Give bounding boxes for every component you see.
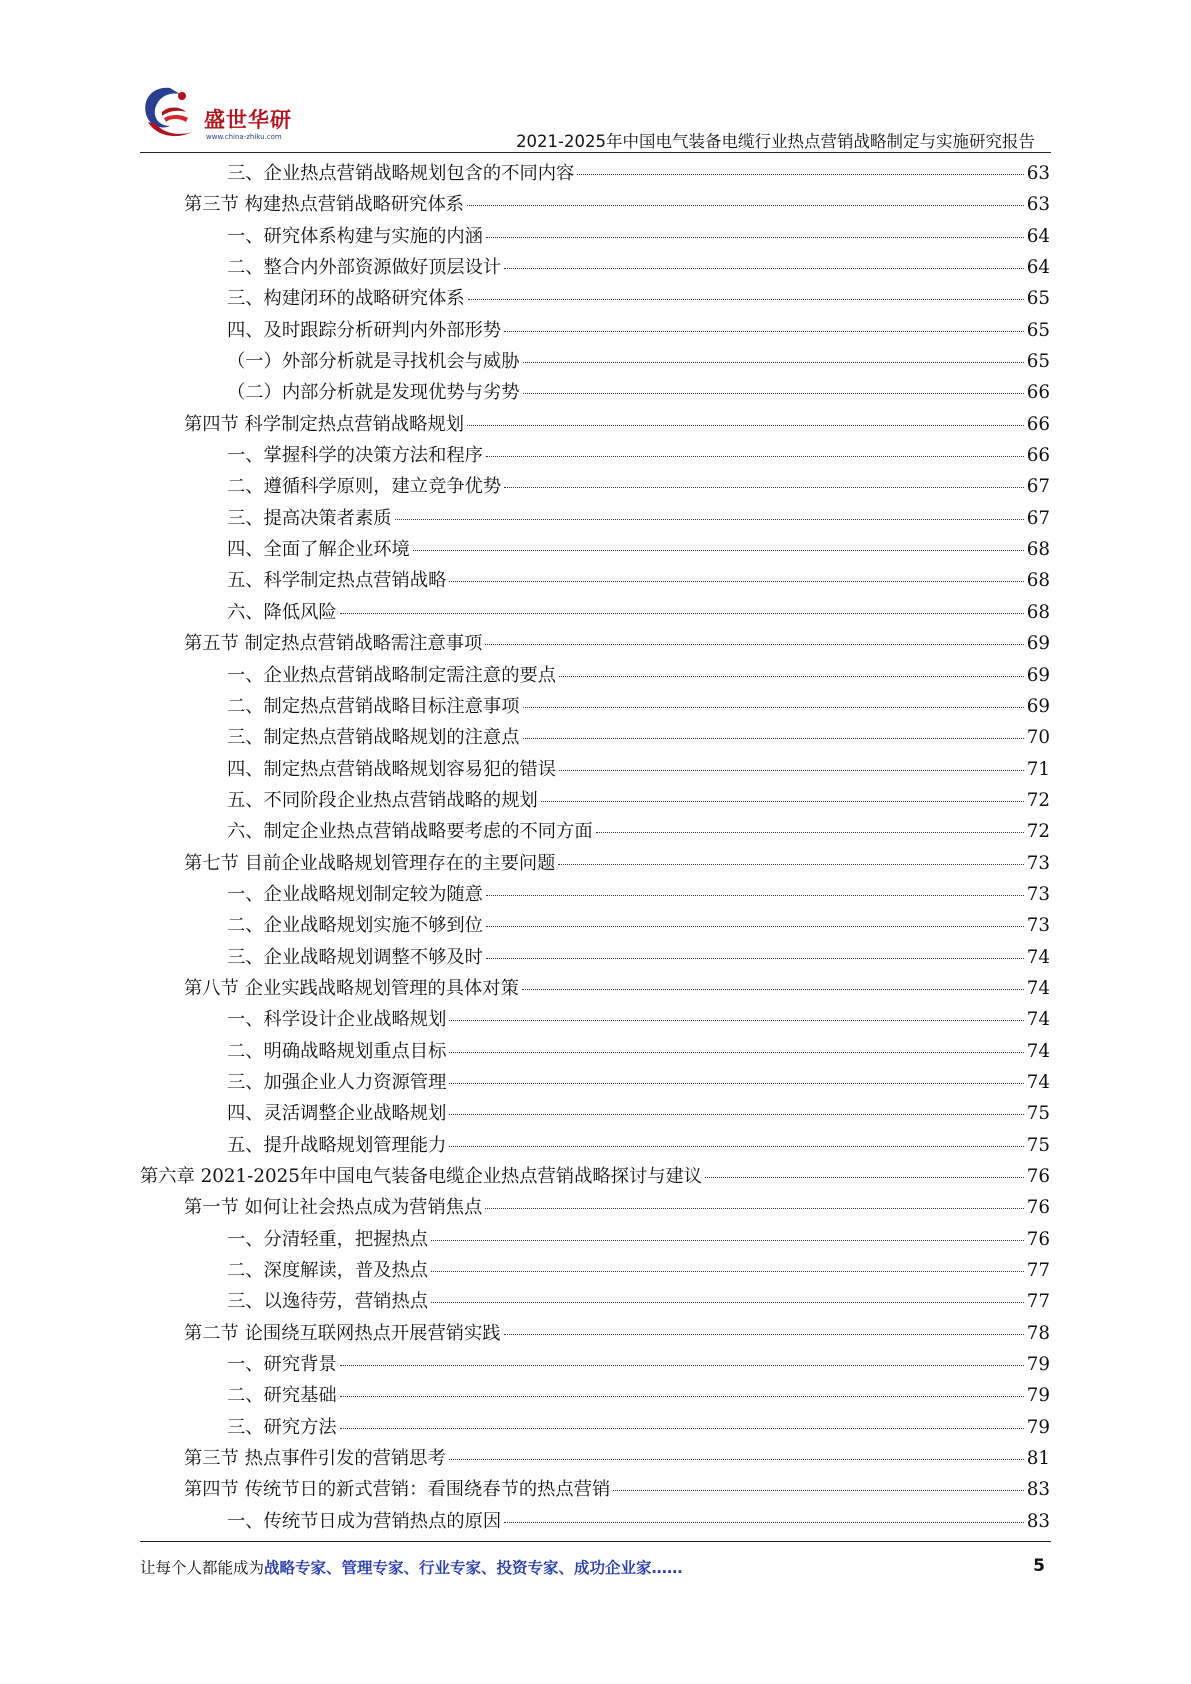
toc-dot-leader [340,1428,1024,1429]
toc-entry-page: 81 [1026,1448,1050,1470]
toc-entry-page: 66 [1026,445,1050,467]
toc-dot-leader [504,1522,1024,1523]
toc-entry-page: 76 [1026,1166,1050,1187]
toc-entry[interactable] [140,1067,1050,1098]
toc-dot-leader [449,1020,1023,1021]
toc-entry-page: 72 [1026,789,1050,811]
toc-dot-leader [486,958,1024,959]
toc-entry-title: 一、企业热点营销战略制定需注意的要点 [227,664,557,686]
toc-dot-leader [504,268,1024,269]
toc-entry-page: 73 [1026,852,1050,874]
toc-dot-leader [504,331,1024,332]
toc-entry[interactable] [140,189,1050,220]
toc-entry[interactable] [140,503,1050,534]
toc-entry-page: 70 [1026,727,1050,749]
toc-entry-page: 64 [1026,225,1050,247]
toc-dot-leader [596,832,1024,833]
toc-dot-leader [467,425,1024,426]
toc-entry[interactable] [140,346,1050,377]
toc-entry-page: 64 [1026,257,1050,279]
toc-entry-page: 77 [1026,1260,1050,1282]
toc-entry-title: 一、传统节日成为营销热点的原因 [227,1510,502,1532]
toc-dot-leader [395,519,1024,520]
toc-entry[interactable] [140,377,1050,408]
toc-entry-page: 76 [1026,1228,1050,1250]
toc-entry[interactable] [140,440,1050,471]
page-footer [140,1556,1051,1586]
toc-entry-title: 一、掌握科学的决策方法和程序 [227,445,483,467]
toc-entry[interactable] [140,1412,1050,1443]
toc-entry-page: 75 [1026,1134,1050,1156]
header-divider [140,152,1051,153]
toc-entry-title: （二）内部分析就是发现优势与劣势 [227,382,520,404]
toc-entry[interactable] [140,1286,1050,1317]
toc-entry-page: 73 [1026,883,1050,905]
toc-entry-title: 四、制定热点营销战略规划容易犯的错误 [227,758,557,780]
toc-entry-page: 74 [1026,977,1050,999]
toc-entry[interactable] [140,1474,1050,1505]
toc-entry-title: 三、以逸待劳，营销热点 [227,1291,429,1313]
toc-dot-leader [468,299,1024,300]
toc-entry[interactable] [140,1255,1050,1286]
toc-dot-leader [486,895,1024,896]
toc-entry-title: 一、研究背景 [227,1354,337,1376]
toc-entry[interactable] [140,660,1050,691]
toc-dot-leader [486,237,1024,238]
toc-entry[interactable] [140,1161,1050,1192]
toc-entry-title: 第七节 目前企业战略规划管理存在的主要问题 [184,852,556,874]
toc-entry[interactable] [140,722,1050,753]
toc-entry[interactable] [140,1004,1050,1035]
toc-entry[interactable] [140,315,1050,346]
toc-entry[interactable] [140,1443,1050,1474]
toc-entry-title: 二、研究基础 [227,1385,337,1407]
toc-entry[interactable] [140,848,1050,879]
toc-entry-page: 68 [1026,601,1050,623]
toc-entry-title: 第八节 企业实践战略规划管理的具体对策 [184,977,519,999]
toc-dot-leader [523,362,1024,363]
toc-entry-page: 65 [1026,319,1050,341]
toc-entry-title: 第五节 制定热点营销战略需注意事项 [184,633,483,655]
footer-slogan-prefix: 让每个人都能成为 [140,1559,265,1577]
toc-entry-title: 三、企业热点营销战略规划包含的不同内容 [227,163,575,184]
toc-entry[interactable] [140,1192,1050,1223]
toc-entry-title: 三、提高决策者素质 [227,507,392,529]
toc-dot-leader [449,581,1023,582]
toc-dot-leader [504,1334,1024,1335]
toc-entry-page: 66 [1026,413,1050,435]
toc-entry[interactable] [140,565,1050,596]
toc-dot-leader [467,205,1024,206]
toc-entry-page: 66 [1026,382,1050,404]
toc-entry[interactable] [140,221,1050,252]
toc-entry-page: 71 [1026,758,1050,780]
toc-dot-leader [522,989,1024,990]
toc-entry-title: 二、深度解读，普及热点 [227,1260,429,1282]
toc-entry[interactable] [140,942,1050,973]
toc-entry-page: 75 [1026,1103,1050,1125]
toc-entry-title: 六、降低风险 [227,601,337,623]
toc-entry-title: 三、企业战略规划调整不够及时 [227,946,483,968]
toc-dot-leader [486,926,1024,927]
toc-entry[interactable] [140,628,1050,659]
toc-entry[interactable] [140,597,1050,628]
toc-entry-title: 五、提升战略规划管理能力 [227,1134,447,1156]
toc-entry-title: 二、明确战略规划重点目标 [227,1040,447,1062]
toc-entry-title: 第四节 传统节日的新式营销：看围绕春节的热点营销 [184,1479,611,1501]
toc-dot-leader [431,1240,1024,1241]
toc-dot-leader [613,1490,1023,1491]
toc-entry[interactable] [140,1224,1050,1255]
toc-dot-leader [705,1177,1024,1178]
toc-entry-page: 63 [1026,194,1050,216]
toc-entry-page: 67 [1026,507,1050,529]
toc-entry-page: 74 [1026,946,1050,968]
toc-entry-page: 69 [1026,633,1050,655]
toc-entry[interactable] [140,973,1050,1004]
toc-entry-title: 一、科学设计企业战略规划 [227,1009,447,1031]
toc-dot-leader [523,393,1024,394]
toc-entry-page: 83 [1026,1479,1050,1501]
toc-entry[interactable] [140,409,1050,440]
toc-entry-title: 二、企业战略规划实施不够到位 [227,915,483,937]
toc-entry-title: 三、构建闭环的战略研究体系 [227,288,465,310]
toc-entry-title: 二、遵循科学原则，建立竞争优势 [227,476,502,498]
toc-dot-leader [558,864,1023,865]
toc-dot-leader [559,770,1024,771]
toc-entry-title: 三、研究方法 [227,1416,337,1438]
toc-dot-leader [559,676,1024,677]
toc-dot-leader [449,1146,1023,1147]
toc-dot-leader [340,1365,1024,1366]
toc-entry-page: 67 [1026,476,1050,498]
toc-dot-leader [449,1052,1023,1053]
toc-entry-title: （一）外部分析就是寻找机会与威胁 [227,351,520,373]
toc-dot-leader [449,1083,1023,1084]
table-of-contents [140,158,1050,1537]
toc-entry-title: 第三节 构建热点营销战略研究体系 [184,194,465,216]
toc-entry[interactable] [140,879,1050,910]
toc-entry[interactable] [140,252,1050,283]
toc-entry-title: 六、制定企业热点营销战略要考虑的不同方面 [227,821,593,843]
toc-entry[interactable] [140,534,1050,565]
toc-entry[interactable] [140,1349,1050,1380]
toc-entry-title: 五、不同阶段企业热点营销战略的规划 [227,789,538,811]
logo-swoosh-icon [140,82,204,144]
toc-entry-title: 二、整合内外部资源做好顶层设计 [227,257,502,279]
toc-dot-leader [431,1302,1024,1303]
toc-entry[interactable] [140,471,1050,502]
toc-entry[interactable] [140,283,1050,314]
toc-entry-page: 79 [1026,1354,1050,1376]
toc-entry[interactable] [140,1130,1050,1161]
toc-entry-page: 63 [1026,163,1050,184]
page-number: 5 [1033,1556,1045,1576]
toc-entry-page: 68 [1026,539,1050,561]
toc-entry[interactable] [140,1098,1050,1129]
toc-dot-leader [340,1396,1024,1397]
toc-entry[interactable] [140,785,1050,816]
toc-entry-title: 第一节 如何让社会热点成为营销焦点 [184,1197,483,1219]
toc-entry-page: 79 [1026,1385,1050,1407]
toc-entry[interactable] [140,1036,1050,1067]
toc-entry-page: 79 [1026,1416,1050,1438]
toc-entry-page: 74 [1026,1040,1050,1062]
toc-entry-page: 73 [1026,915,1050,937]
toc-dot-leader [486,456,1024,457]
toc-entry-title: 一、分清轻重，把握热点 [227,1228,429,1250]
toc-entry-title: 第三节 热点事件引发的营销思考 [184,1448,446,1470]
toc-entry-title: 一、企业战略规划制定较为随意 [227,883,483,905]
toc-entry[interactable] [140,1380,1050,1411]
toc-entry[interactable] [140,816,1050,847]
company-logo [140,82,315,152]
footer-slogan-highlight: 战略专家、管理专家、行业专家、投资专家、成功企业家…… [264,1559,683,1577]
toc-entry-title: 一、研究体系构建与实施的内涵 [227,225,483,247]
toc-entry-title: 三、制定热点营销战略规划的注意点 [227,727,520,749]
footer-divider [140,1541,1051,1542]
toc-entry-page: 69 [1026,695,1050,717]
toc-entry-page: 65 [1026,288,1050,310]
toc-entry[interactable] [140,754,1050,785]
toc-entry-page: 76 [1026,1197,1050,1219]
toc-entry-page: 78 [1026,1322,1050,1344]
toc-entry-page: 77 [1026,1291,1050,1313]
toc-entry-page: 69 [1026,664,1050,686]
toc-entry-title: 二、制定热点营销战略目标注意事项 [227,695,520,717]
toc-entry[interactable] [140,910,1050,941]
toc-entry[interactable] [140,691,1050,722]
toc-entry-page: 74 [1026,1009,1050,1031]
toc-dot-leader [413,550,1024,551]
toc-entry-page: 72 [1026,821,1050,843]
logo-name: 盛世华研 [204,108,292,132]
toc-dot-leader [523,707,1024,708]
toc-dot-leader [541,801,1024,802]
toc-entry-page: 74 [1026,1071,1050,1093]
toc-dot-leader [577,174,1023,175]
toc-entry-title: 五、科学制定热点营销战略 [227,570,447,592]
toc-dot-leader [485,1208,1023,1209]
page-header [0,0,1191,155]
toc-entry-page: 65 [1026,351,1050,373]
toc-entry[interactable] [140,1318,1050,1349]
report-title: 2021-2025年中国电气装备电缆行业热点营销战略制定与实施研究报告 [516,132,1035,151]
logo-url: www.china-zhiku.com [206,133,282,141]
toc-entry-title: 四、及时跟踪分析研判内外部形势 [227,319,502,341]
toc-entry-title: 第六章 2021-2025年中国电气装备电缆企业热点营销战略探讨与建议 [140,1166,703,1187]
toc-dot-leader [449,1459,1024,1460]
toc-entry-title: 四、全面了解企业环境 [227,539,410,561]
toc-dot-leader [504,487,1024,488]
toc-entry-page: 68 [1026,570,1050,592]
toc-dot-leader [523,738,1024,739]
toc-entry[interactable] [140,1506,1050,1537]
toc-entry-title: 第四节 科学制定热点营销战略规划 [184,413,465,435]
toc-dot-leader [449,1114,1023,1115]
toc-entry-title: 三、加强企业人力资源管理 [227,1071,447,1093]
toc-dot-leader [431,1271,1024,1272]
toc-entry-page: 83 [1026,1510,1050,1532]
toc-dot-leader [340,613,1024,614]
toc-entry[interactable] [140,158,1050,189]
toc-entry-title: 第二节 论围绕互联网热点开展营销实践 [184,1322,501,1344]
toc-dot-leader [485,644,1023,645]
toc-entry-title: 四、灵活调整企业战略规划 [227,1103,447,1125]
